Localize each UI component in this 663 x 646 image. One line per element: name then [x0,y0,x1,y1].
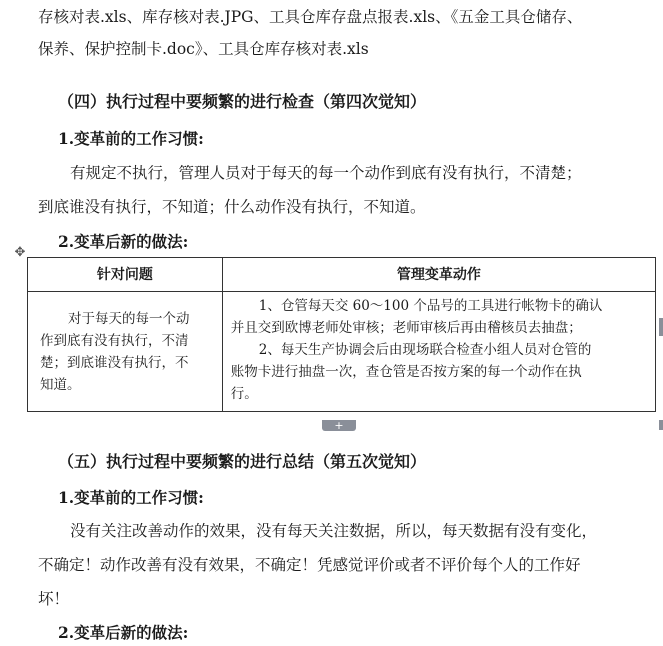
section5-para-line-3: 坏！ [38,590,70,608]
intro-line-1: 存核对表.xls、库存核对表.JPG、工具仓库存盘点报表.xls、《五金工具仓储存、 [38,8,583,26]
management-table [27,257,656,412]
move-cross-icon[interactable]: ✥ [14,244,26,260]
cell-text-line: 作到底有没有执行，不清 [40,333,189,349]
table-header-row [28,258,656,292]
table-header-problem: 针对问题 [28,258,223,292]
table-header-action: 管理变革动作 [222,258,655,292]
table-row [28,292,656,412]
cell-text-line: 楚；到底谁没有执行，不 [40,355,189,371]
intro-line-2: 保养、保护控制卡.doc》、工具仓库存核对表.xls [38,40,369,58]
cell-text-line: 行。 [230,386,258,402]
cell-text-line: 知道。 [40,377,81,393]
cell-text-line: 账物卡进行抽盘一次，查仓管是否按方案的每一个动作在执 [230,364,582,380]
cell-text-line: 对于每天的每一个动 [68,311,190,327]
cell-text-line: 1、仓管每天交 60～100 个品号的工具进行帐物卡的确认 [258,298,603,314]
cell-text-line: 2、每天生产协调会后由现场联合检查小组人员对仓管的 [258,342,592,358]
column-resize-handle[interactable] [659,318,663,336]
table-cell-action[interactable] [222,292,655,412]
section4-para-line-1: 有规定不执行，管理人员对于每天的每一个动作到底有没有执行，不清楚； [70,164,582,182]
section4-subheading-before: 1.变革前的工作习惯: [58,129,204,148]
row-resize-handle[interactable] [659,420,663,430]
section5-subheading-after: 2.变革后新的做法: [58,623,189,642]
cell-text-line: 并且交到欧博老师处审核；老师审核后再由稽核员去抽盘； [230,320,582,336]
section5-subheading-before: 1.变革前的工作习惯: [58,488,204,507]
section5-para-line-2: 不确定！动作改善有没有效果，不确定！凭感觉评价或者不评价每个人的工作好 [38,556,581,574]
table-cell-problem[interactable] [28,292,223,412]
section5-heading: （五）执行过程中要频繁的进行总结（第五次觉知） [58,452,427,471]
section4-heading: （四）执行过程中要频繁的进行检查（第四次觉知） [58,92,427,111]
section5-para-line-1: 没有关注改善动作的效果，没有每天关注数据，所以，每天数据有没有变化， [70,522,598,540]
plus-icon[interactable]: + [322,420,356,431]
section4-para-line-2: 到底谁没有执行，不知道；什么动作没有执行，不知道。 [38,198,426,216]
section4-subheading-after: 2.变革后新的做法: [58,232,189,251]
